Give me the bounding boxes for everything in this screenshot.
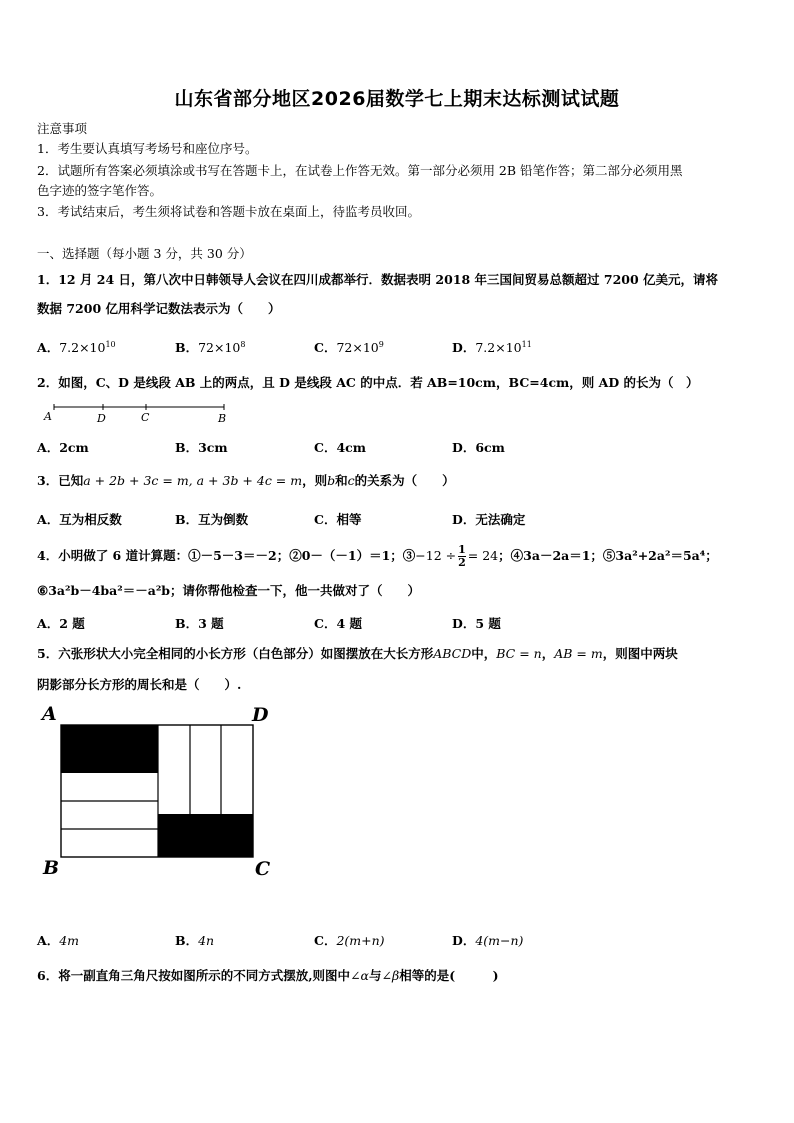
q5-option-c: C．2(m+n)	[314, 933, 385, 948]
notice-item-2: 2．试题所有答案必须填涂或书写在答题卡上，在试卷上作答无效。第一部分必须用 2B 铅笔作答；第二部分必须用黑	[37, 163, 683, 178]
corner-c-label: C	[255, 858, 271, 880]
q2-text: 2．如图，C、D 是线段 AB 上的两点，且 D 是线段 AC 的中点．若 AB=10cm，BC=4cm，则 AD 的长为（ ）	[37, 375, 699, 390]
point-a-label: A	[44, 410, 52, 423]
q1-text: 1．12 月 24 日，第八次中日韩领导人会议在四川成都举行．数据表明 2018 年三国间贸易总额超过 7200 亿美元，请将	[37, 272, 719, 287]
q6-text: 6．将一副直角三角尺按如图所示的不同方式摆放,则图中∠α与∠β相等的是( )	[37, 968, 499, 983]
q3-option-b: B．互为倒数	[175, 512, 249, 527]
q3-text: 3．已知a + 2b + 3c = m, a + 3b + 4c = m，则b和c的关系为（ ）	[37, 473, 455, 488]
q2-option-d: D．6cm	[452, 440, 505, 455]
point-c-label: C	[141, 411, 150, 424]
q4-option-d: D．5 题	[452, 616, 501, 631]
q3-option-c: C．相等	[314, 512, 362, 527]
q4-option-a: A．2 题	[37, 616, 85, 631]
q4-option-b: B．3 题	[175, 616, 224, 631]
q2-option-b: B．3cm	[175, 440, 228, 455]
q1-option-b: B．$72\times 10^8$	[175, 339, 246, 355]
notice-heading: 注意事项	[37, 121, 88, 136]
q5-rectangle-figure	[38, 700, 278, 885]
corner-b-label: B	[43, 857, 60, 879]
section-heading: 一、选择题（每小题 3 分，共 30 分）	[37, 246, 252, 261]
point-b-label: B	[218, 412, 227, 425]
page-title: 山东省部分地区2026届数学七上期末达标测试试题	[174, 88, 620, 110]
q4-option-c: C．4 题	[314, 616, 362, 631]
q4-text: 4．小明做了 6 道计算题：①－5－3＝－2；②0－（－1）＝1；③−12 ÷ $\frac{1}{2}$ = 24；④3a－2a＝1；⑤3a²+2a²＝5a⁴；	[37, 543, 718, 569]
point-d-label: D	[97, 412, 106, 425]
q1-option-d: D．$7.2\times 10^{11}$	[452, 339, 532, 355]
q5-option-d: D．4(m−n)	[452, 933, 524, 948]
fraction: $\frac{1}{2}$	[458, 543, 466, 569]
q2-option-c: C．4cm	[314, 440, 366, 455]
q1-option-a: A．$7.2\times 10^{10}$	[37, 339, 116, 355]
q5-text: 5．六张形状大小完全相同的小长方形（白色部分）如图摆放在大长方形ABCD中，BC = n，AB = m，则图中两块	[37, 646, 678, 661]
corner-d-label: D	[252, 704, 269, 726]
q3-option-d: D．无法确定	[452, 512, 526, 527]
q5-option-b: B．4n	[175, 933, 215, 948]
q2-option-a: A．2cm	[37, 440, 89, 455]
notice-item-2-cont: 色字迹的签字笔作答。	[37, 183, 163, 198]
q5-option-a: A．4m	[37, 933, 80, 948]
notice-item-3: 3．考试结束后，考生须将试卷和答题卡放在桌面上，待监考员收回。	[37, 204, 420, 219]
notice-item-1: 1．考生要认真填写考场号和座位序号。	[37, 141, 258, 156]
corner-a-label: A	[42, 703, 57, 725]
q1-text-cont: 数据 7200 亿用科学记数法表示为（ ）	[37, 301, 281, 316]
q4-text-cont: ⑥3a²b－4ba²＝－a²b；请你帮他检查一下，他一共做对了（ ）	[37, 583, 421, 598]
q1-option-c: C．$72\times 10^9$	[314, 339, 384, 355]
q3-option-a: A．互为相反数	[37, 512, 122, 527]
q5-text-cont: 阴影部分长方形的周长和是（ ）.	[37, 677, 242, 692]
q2-line-segment-figure	[40, 400, 240, 426]
